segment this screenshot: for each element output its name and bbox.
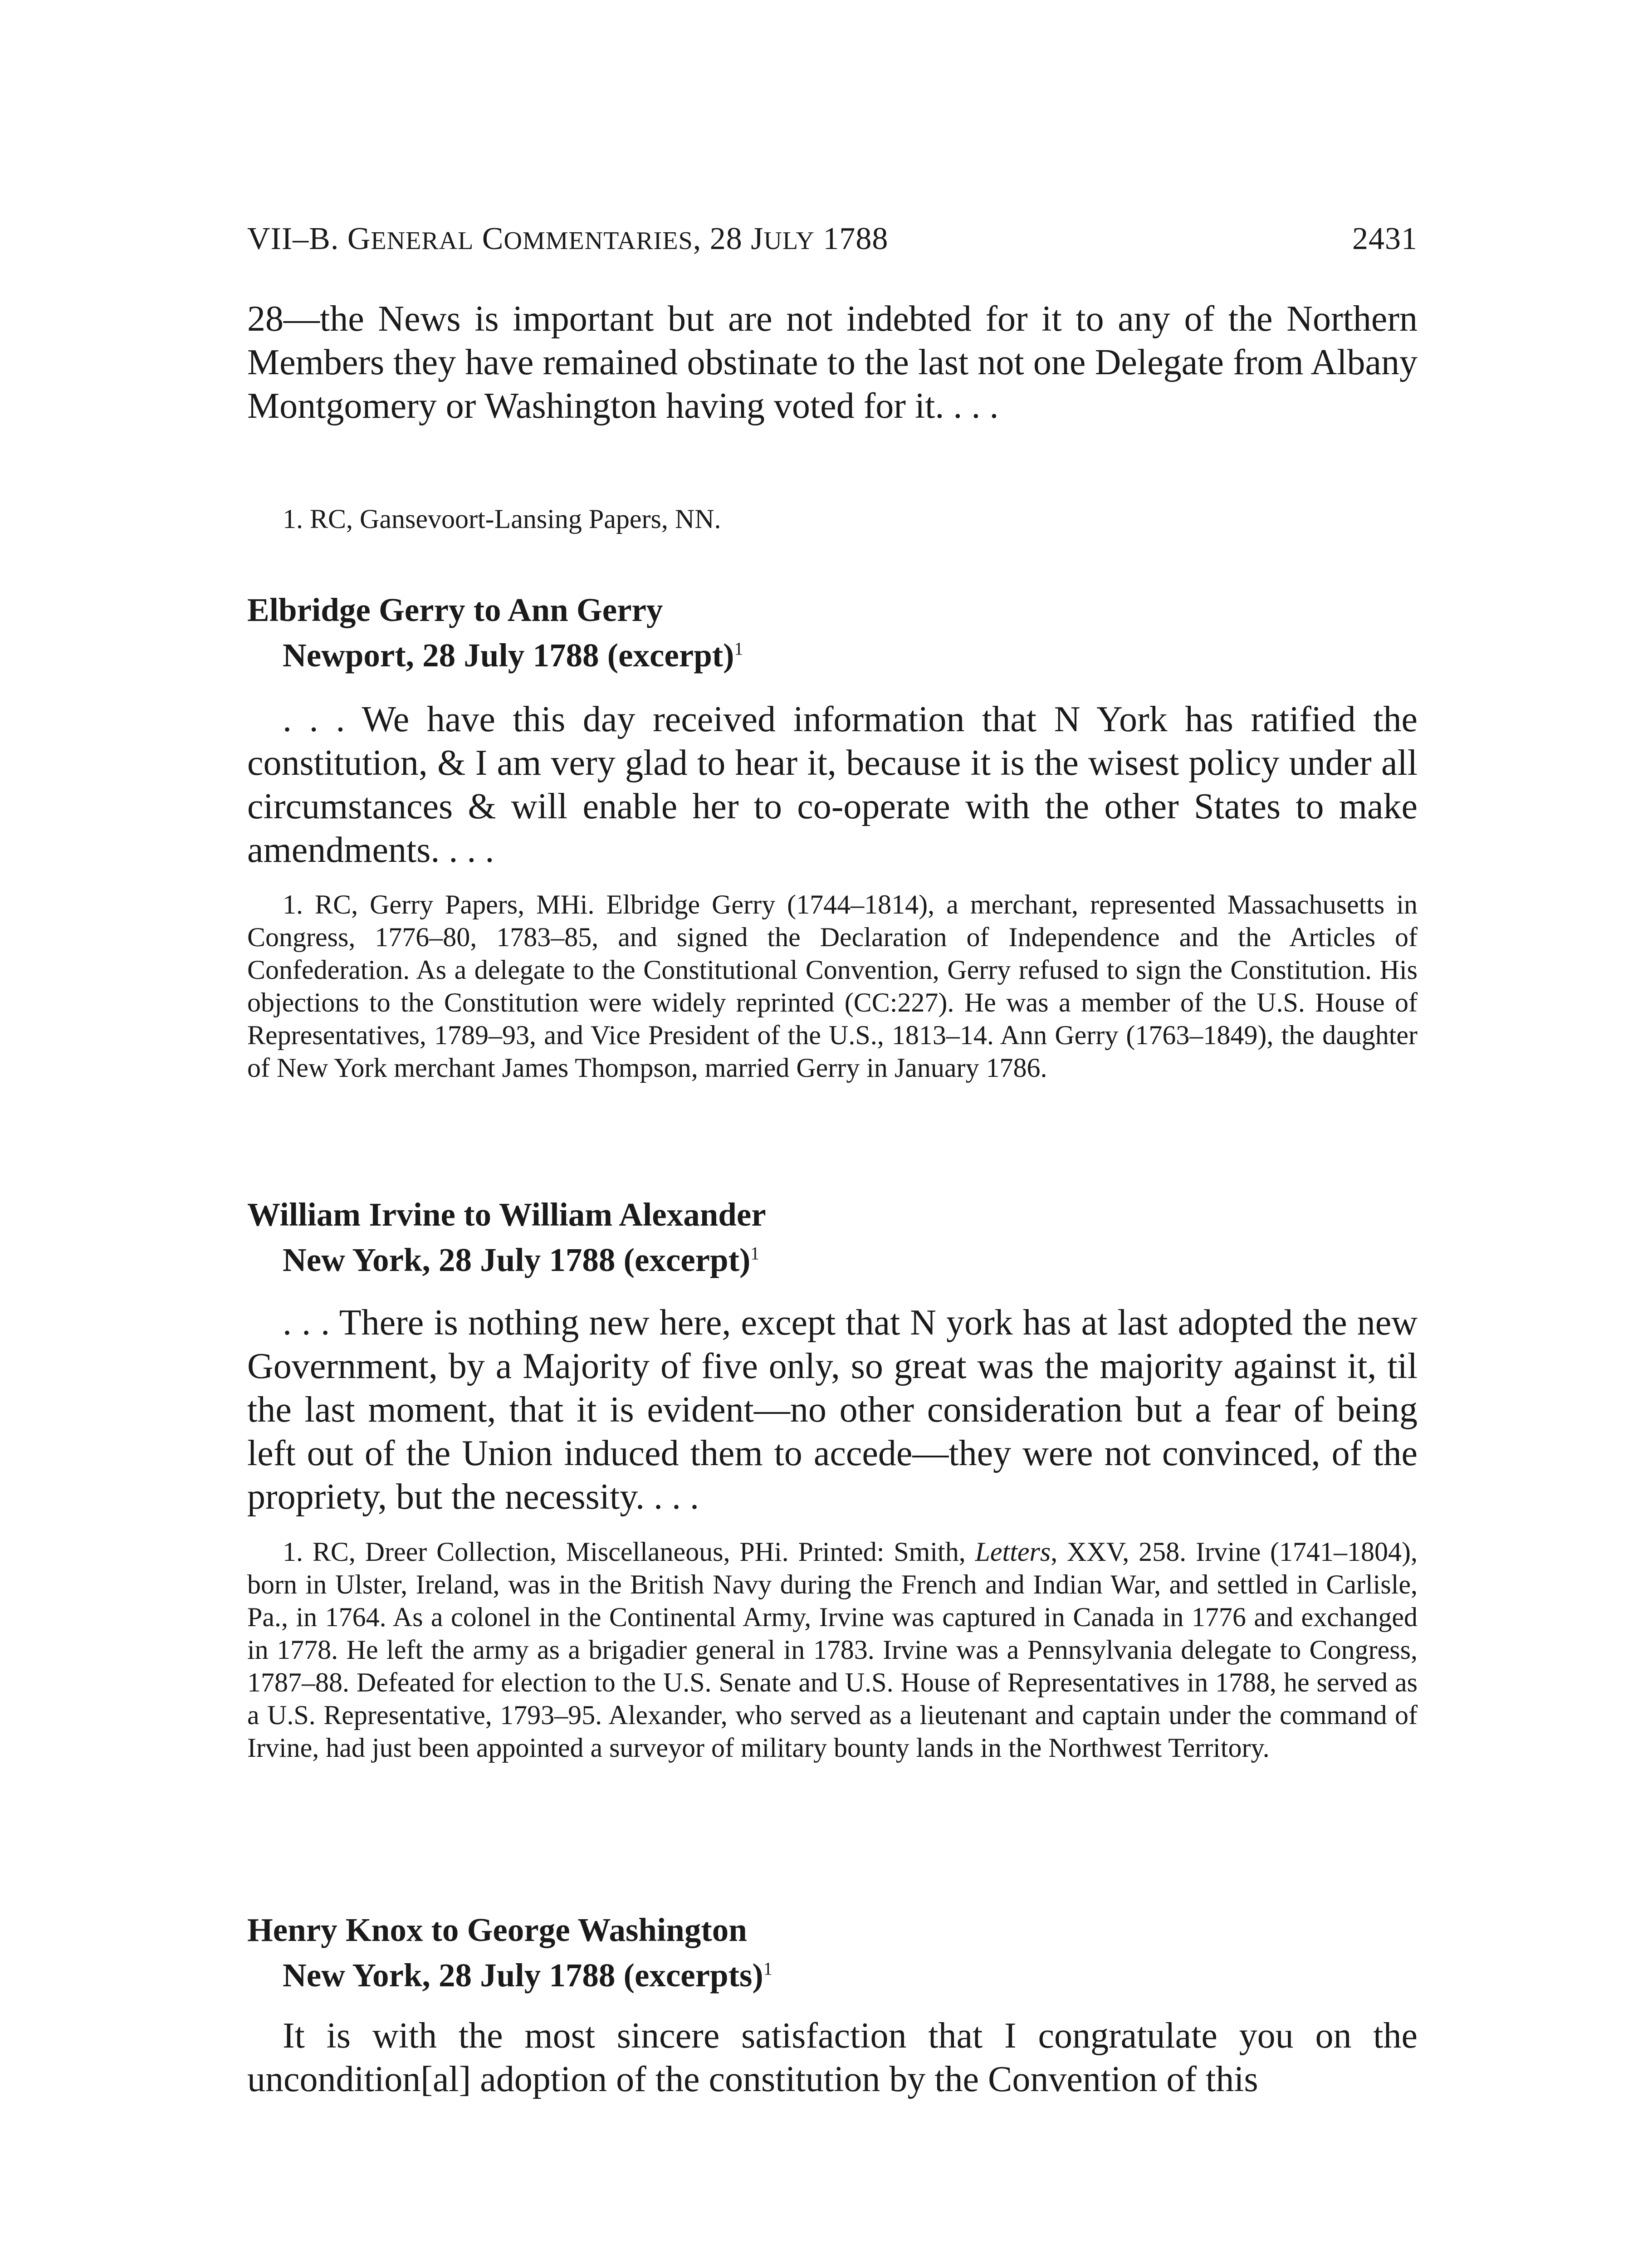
intro-paragraph: 28—the News is important but are not indebted for it to any of the Northern Members they have remained obstinate to the last not one Delegate from Albany Montgomery or Washington having voted for it. . . . xyxy=(247,299,1418,426)
letter-heading-knox xyxy=(247,1907,1418,1998)
page-number: 2431 xyxy=(1352,221,1418,256)
letter-heading-irvine xyxy=(247,1192,1418,1283)
footnote-italic-title: Letters xyxy=(975,1537,1051,1567)
letter-place-date: New York, 28 July 1788 (excerpt)$^1$ xyxy=(283,1242,760,1278)
letter-title: Elbridge Gerry to Ann Gerry xyxy=(247,591,663,628)
letter-footnote-gerry: 1. RC, Gerry Papers, MHi. Elbridge Gerry (1744–1814), a merchant, represented Massachusetts in Congress, 1776–80, 1783–85, and signed the Declaration of Independence and the Articles of Confederation. As a delegate to the Constitutional Convention, Gerry refused to sign the Constitution. His objections to the Constitution were widely reprinted (CC:227). He was a member of the U.S. House of Representatives, 1789–93, and Vice President of the U.S., 1813–14. Ann Gerry (1763–1849), the daughter of New York merchant James Thompson, married Gerry in January 1786. xyxy=(247,890,1418,1083)
letter-body-irvine: . . . There is nothing new here, except that N york has at last adopted the new Government, by a Majority of five only, so great was the majority against it, til the last moment, that it is evident—no other consideration but a fear of being left out of the Union induced them to accede—they were not convinced, of the propriety, but the necessity. . . . xyxy=(247,1303,1418,1517)
letter-place-date: New York, 28 July 1788 (excerpts)$^1$ xyxy=(283,1957,772,1994)
footnote-marker: 1 xyxy=(734,638,743,659)
letter-place-date: Newport, 28 July 1788 (excerpt)$^1$ xyxy=(283,637,743,674)
running-head-title: VII–B. GENERAL COMMENTARIES, 28 JULY 1788 xyxy=(247,221,889,256)
letter-heading-gerry xyxy=(247,587,1418,678)
letter-title: William Irvine to William Alexander xyxy=(247,1196,766,1233)
letter-title: Henry Knox to George Washington xyxy=(247,1911,747,1948)
footnote-marker: 1 xyxy=(750,1243,760,1264)
footnote-marker: 1 xyxy=(763,1958,772,1979)
letter-body-gerry: . . . We have this day received information that N York has ratified the constitution, & I am very glad to hear it, because it is the wisest policy under all circumstances & will enable her to co-operate with the other States to make amendments. . . . xyxy=(247,699,1418,870)
letter-footnote-irvine: 1. RC, Dreer Collection, Miscellaneous, PHi. Printed: Smith, Letters, XXV, 258. Irvine (1741–1804), born in Ulster, Ireland, was in the British Navy during the French and Indian War, and settled in Carlisle, Pa., in 1764. As a colonel in the Continental Army, Irvine was captured in Canada in 1776 and exchanged in 1778. He left the army as a brigadier general in 1783. Irvine was a Pennsylvania delegate to Congress, 1787–88. Defeated for election to the U.S. Senate and U.S. House of Representatives in 1788, he served as a U.S. Representative, 1793–95. Alexander, who served as a lieutenant and captain under the command of Irvine, had just been appointed a surveyor of military bounty lands in the Northwest Territory. xyxy=(247,1537,1418,1763)
letter-body-knox: It is with the most sincere satisfaction that I congratulate you on the uncondition[al] adoption of the constitution by the Convention of this xyxy=(247,2016,1418,2099)
intro-footnote: 1. RC, Gansevoort-Lansing Papers, NN. xyxy=(283,504,721,534)
document-page xyxy=(247,0,1418,2268)
